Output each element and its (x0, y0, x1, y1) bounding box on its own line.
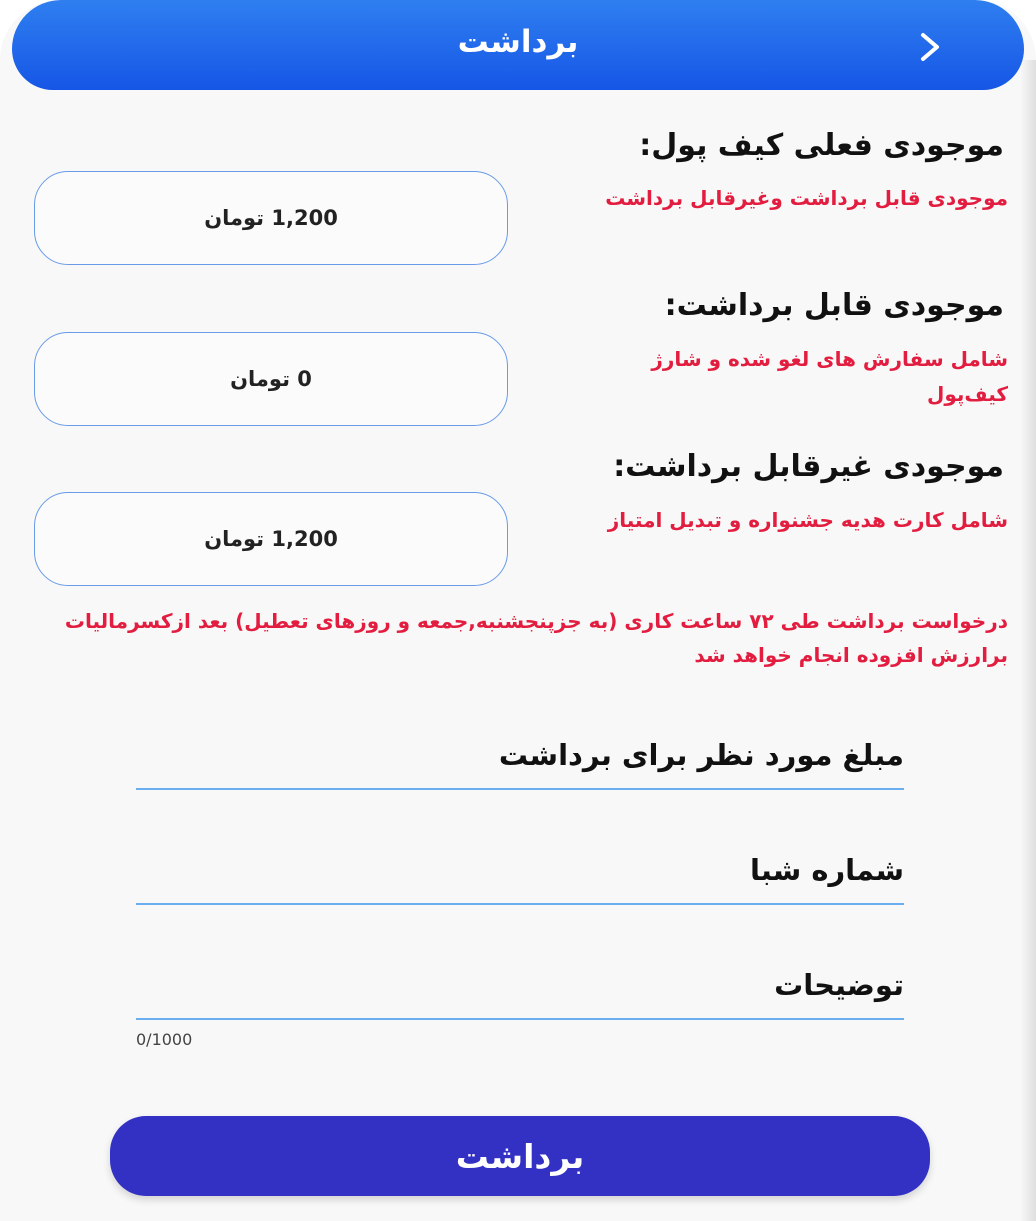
header-bar (12, 0, 1024, 90)
chevron-right-icon (912, 30, 946, 64)
non-withdrawable-balance-note: شامل کارت هدیه جشنواره و تبدیل امتیاز (607, 508, 1008, 532)
non-withdrawable-balance-value: 1,200 تومان (34, 492, 508, 586)
amount-input[interactable] (136, 728, 904, 790)
withdrawable-balance-note: شامل سفارش های لغو شده و شارژ کیف‌پول (651, 347, 1008, 406)
non-withdrawable-balance-title: موجودی غیرقابل برداشت: (613, 449, 1004, 484)
description-counter: 0/1000 (136, 1030, 193, 1049)
withdraw-notice: درخواست برداشت طی ۷۲ ساعت کاری (به جزپنجشنبه,جمعه و روزهای تعطیل) بعد ازکسرمالیات برارزش افزوده انجام خواهد شد (64, 609, 1008, 667)
amount-input-label: مبلغ مورد نظر برای برداشت (498, 738, 904, 772)
withdraw-submit-button[interactable]: برداشت (110, 1116, 930, 1196)
page-title: برداشت (457, 24, 579, 60)
withdrawable-balance-title: موجودی قابل برداشت: (664, 288, 1004, 323)
iban-input-label: شماره شبا (749, 853, 904, 887)
withdrawable-balance-value: 0 تومان (34, 332, 508, 426)
edge-shade (1020, 60, 1036, 1221)
current-balance-title: موجودی فعلی کیف پول: (639, 128, 1004, 163)
back-button[interactable] (902, 22, 956, 72)
description-input[interactable] (136, 958, 904, 1020)
iban-input[interactable] (136, 843, 904, 905)
current-balance-value: 1,200 تومان (34, 171, 508, 265)
description-input-label: توضیحات (774, 968, 904, 1002)
current-balance-note: موجودی قابل برداشت وغیرقابل برداشت (605, 186, 1008, 210)
